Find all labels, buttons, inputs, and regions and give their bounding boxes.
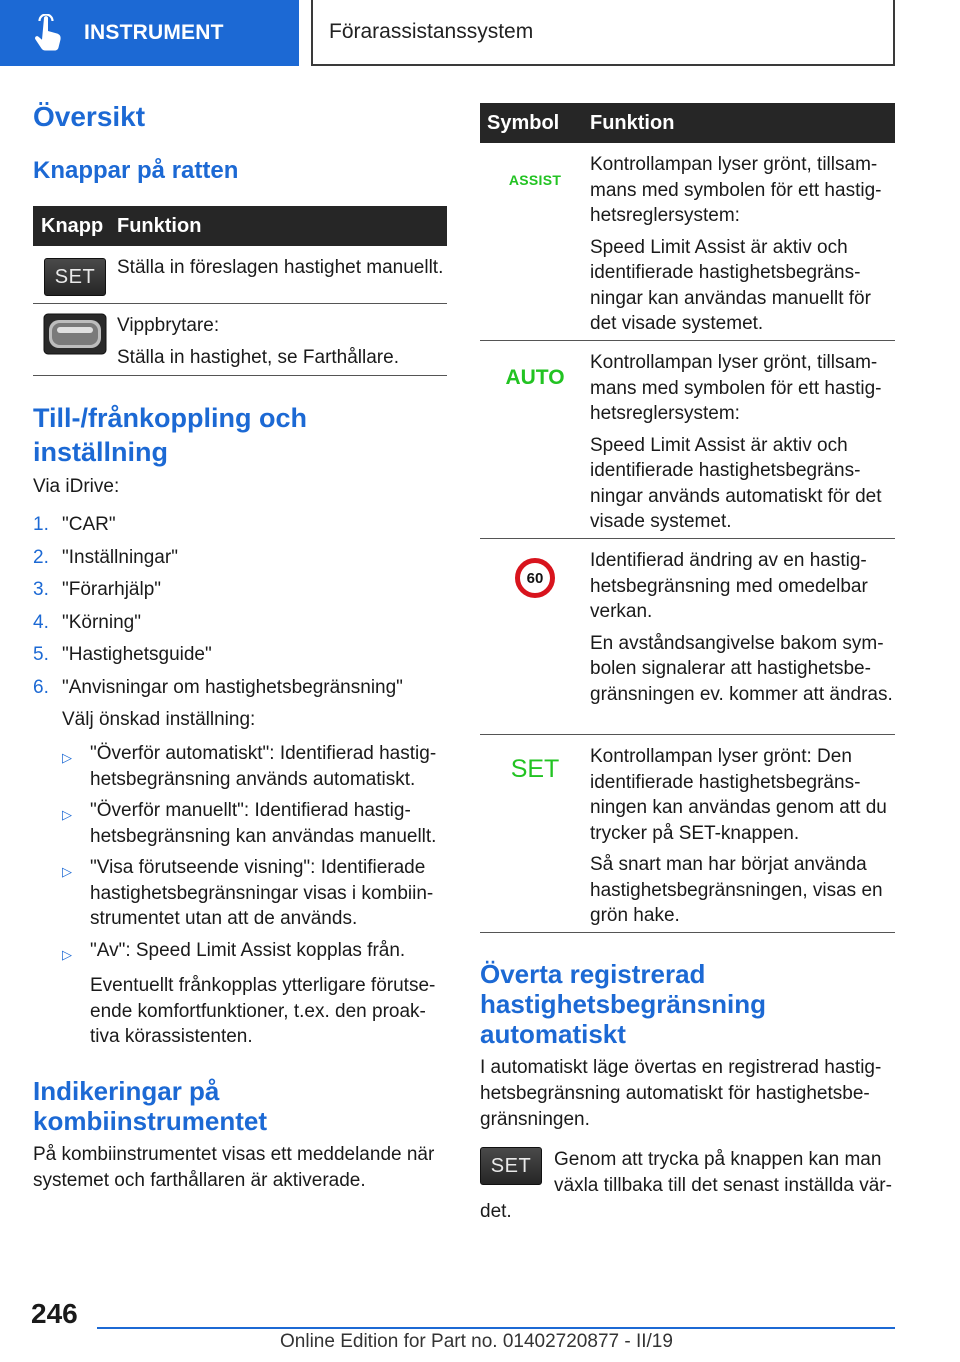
function-line: En avståndsangivelse bakom symbolen signalerar att hastighetsbegränsningen ev. kommer att ändras. [590,632,893,705]
set-indicator-icon: SET [510,755,560,783]
indications-text: På kombiinstrumentet visas ett meddelande när systemet och farthållaren är aktiverade. [33,1143,435,1191]
function-line: Så snart man har börjat använda hastighetsbegränsningen, visas en grön hake. [590,854,883,926]
step-number: 6. [33,676,49,698]
list-item [33,577,447,603]
section-tab [0,0,299,66]
list-item [62,741,447,792]
function-line: Speed Limit Assist är aktiv och identifierade hastighetsbegränsningar kan användas manuellt för det visade systemet. [590,236,871,334]
option-text: "Visa förutseende visning": Identifierade hastighetsbegränsningar visas i kombiinstrumentet utan att de används. [90,857,434,929]
table-row [480,539,895,735]
function-text [590,350,895,538]
column-header: Funktion [117,214,202,237]
symbol-cell [480,548,590,734]
page-number: 246 [31,1298,78,1329]
off-note: Eventuellt frånkopplas ytterligare förutseende komfortfunktioner, t.ex. den proaktiva körassistenten. [90,975,436,1047]
edition-text: Online Edition for Part no. 01402720877 - II/19 [280,1331,673,1352]
set-button-icon: SET [480,1147,542,1185]
table-row [480,143,895,341]
overview-heading: Översikt [33,101,146,132]
step-number: 2. [33,546,49,568]
step-text: "CAR" [62,514,116,535]
step-text: "Hastighetsguide" [62,644,212,665]
takeover-heading: Överta registrerad hastighetsbegränsning automatiskt [480,959,767,1049]
symbol-cell [480,744,590,932]
list-item [33,545,447,571]
buttons-table [33,206,447,376]
function-text [590,744,895,932]
left-column [33,100,447,1194]
set-note-text: Genom att trycka på knappen kan man växla tillbaka till det senast inställda värdet. [480,1149,892,1222]
hand-pointer-icon [26,11,70,55]
option-text: "Överför manuellt": Identifierad hastighetsbegränsning kan användas manuellt. [90,800,437,847]
set-note-block [480,1147,895,1225]
column-header: Funktion [590,111,675,134]
section-label: INSTRUMENT [84,21,224,44]
footer-divider [97,1327,895,1329]
chapter-title: Förarassistanssystem [329,20,534,43]
symbol-table [480,103,895,933]
steps-list [33,512,447,701]
option-text: "Av": Speed Limit Assist kopplas från. [90,939,406,961]
function-text [590,548,895,734]
set-button-icon: SET [44,258,106,296]
symbol-cell [480,152,590,340]
triangle-bullet-icon: ▷ [62,864,72,879]
rocker-switch-icon [43,313,107,375]
takeover-text: I automatiskt läge övertas en registrerad hastighetsbegränsning automatiskt för hastighetsbegränsningen. [480,1057,882,1130]
via-text: Via iDrive: [33,476,120,497]
function-line: Ställa in hastighet, se Farthållare. [117,346,399,368]
list-item [33,512,447,538]
table-header [33,206,447,246]
list-item [33,675,447,701]
speed-limit-sign-icon [515,558,555,598]
triangle-bullet-icon: ▷ [62,807,72,822]
function-line: Kontrollampan lyser grönt: Den identifierade hastighetsbegränsningen kan användas genom att du trycker på SET-knappen. [590,746,887,844]
right-column [480,103,895,1225]
assist-indicator-icon: ASSIST [508,172,562,188]
step-number: 3. [33,579,49,600]
buttons-heading: Knappar på ratten [33,157,239,184]
options-block [62,707,447,1050]
step-number: 1. [33,514,49,535]
icon-cell [33,313,117,375]
function-line: Kontrollampan lyser grönt, tillsammans med symbolen för ett hastighetsreglersystem: [590,352,882,424]
choose-text: Välj önskad inställning: [62,709,256,730]
symbol-cell [480,350,590,538]
option-text: "Överför automatiskt": Identifierad hastighetsbegränsning används automatiskt. [90,743,437,790]
step-text: "Körning" [62,611,141,633]
auto-indicator-icon: AUTO [505,366,565,389]
chapter-header [311,0,895,66]
table-header [480,103,895,143]
step-number: 5. [33,644,49,665]
step-text: "Inställningar" [62,546,178,568]
triangle-bullet-icon: ▷ [62,750,72,765]
function-line: Vippbrytare: [117,315,220,336]
column-header: Symbol [487,111,560,134]
list-item [62,855,447,932]
indications-heading: Indikeringar på kombiinstrumentet [33,1075,268,1136]
function-text: Ställa in föreslagen hastighet manuellt. [117,257,444,278]
list-item [33,642,447,668]
list-item [33,610,447,636]
function-text [117,313,399,375]
table-row [33,304,447,376]
table-row [480,735,895,933]
function-text [590,152,895,340]
list-item [62,938,447,968]
function-line: Speed Limit Assist är aktiv och identifierade hastighetsbegränsningar används automatiskt för det visade systemet. [590,434,882,532]
list-item [62,798,447,849]
table-row [33,246,447,304]
step-text: "Anvisningar om hastighetsbegränsning" [62,676,403,698]
icon-cell [33,255,117,303]
triangle-bullet-icon: ▷ [62,946,72,962]
column-header: Knapp [41,214,104,237]
step-text: "Förarhjälp" [62,579,162,600]
speed-limit-value: 60 [526,569,544,587]
table-row [480,341,895,539]
step-number: 4. [33,611,49,633]
function-line: Kontrollampan lyser grönt, tillsammans med symbolen för ett hastighetsreglersystem: [590,154,882,226]
function-line: Identifierad ändring av en hastighetsbegränsning med omedelbar verkan. [590,550,868,622]
toggle-heading: Till-/frånkoppling och inställning [33,403,307,467]
